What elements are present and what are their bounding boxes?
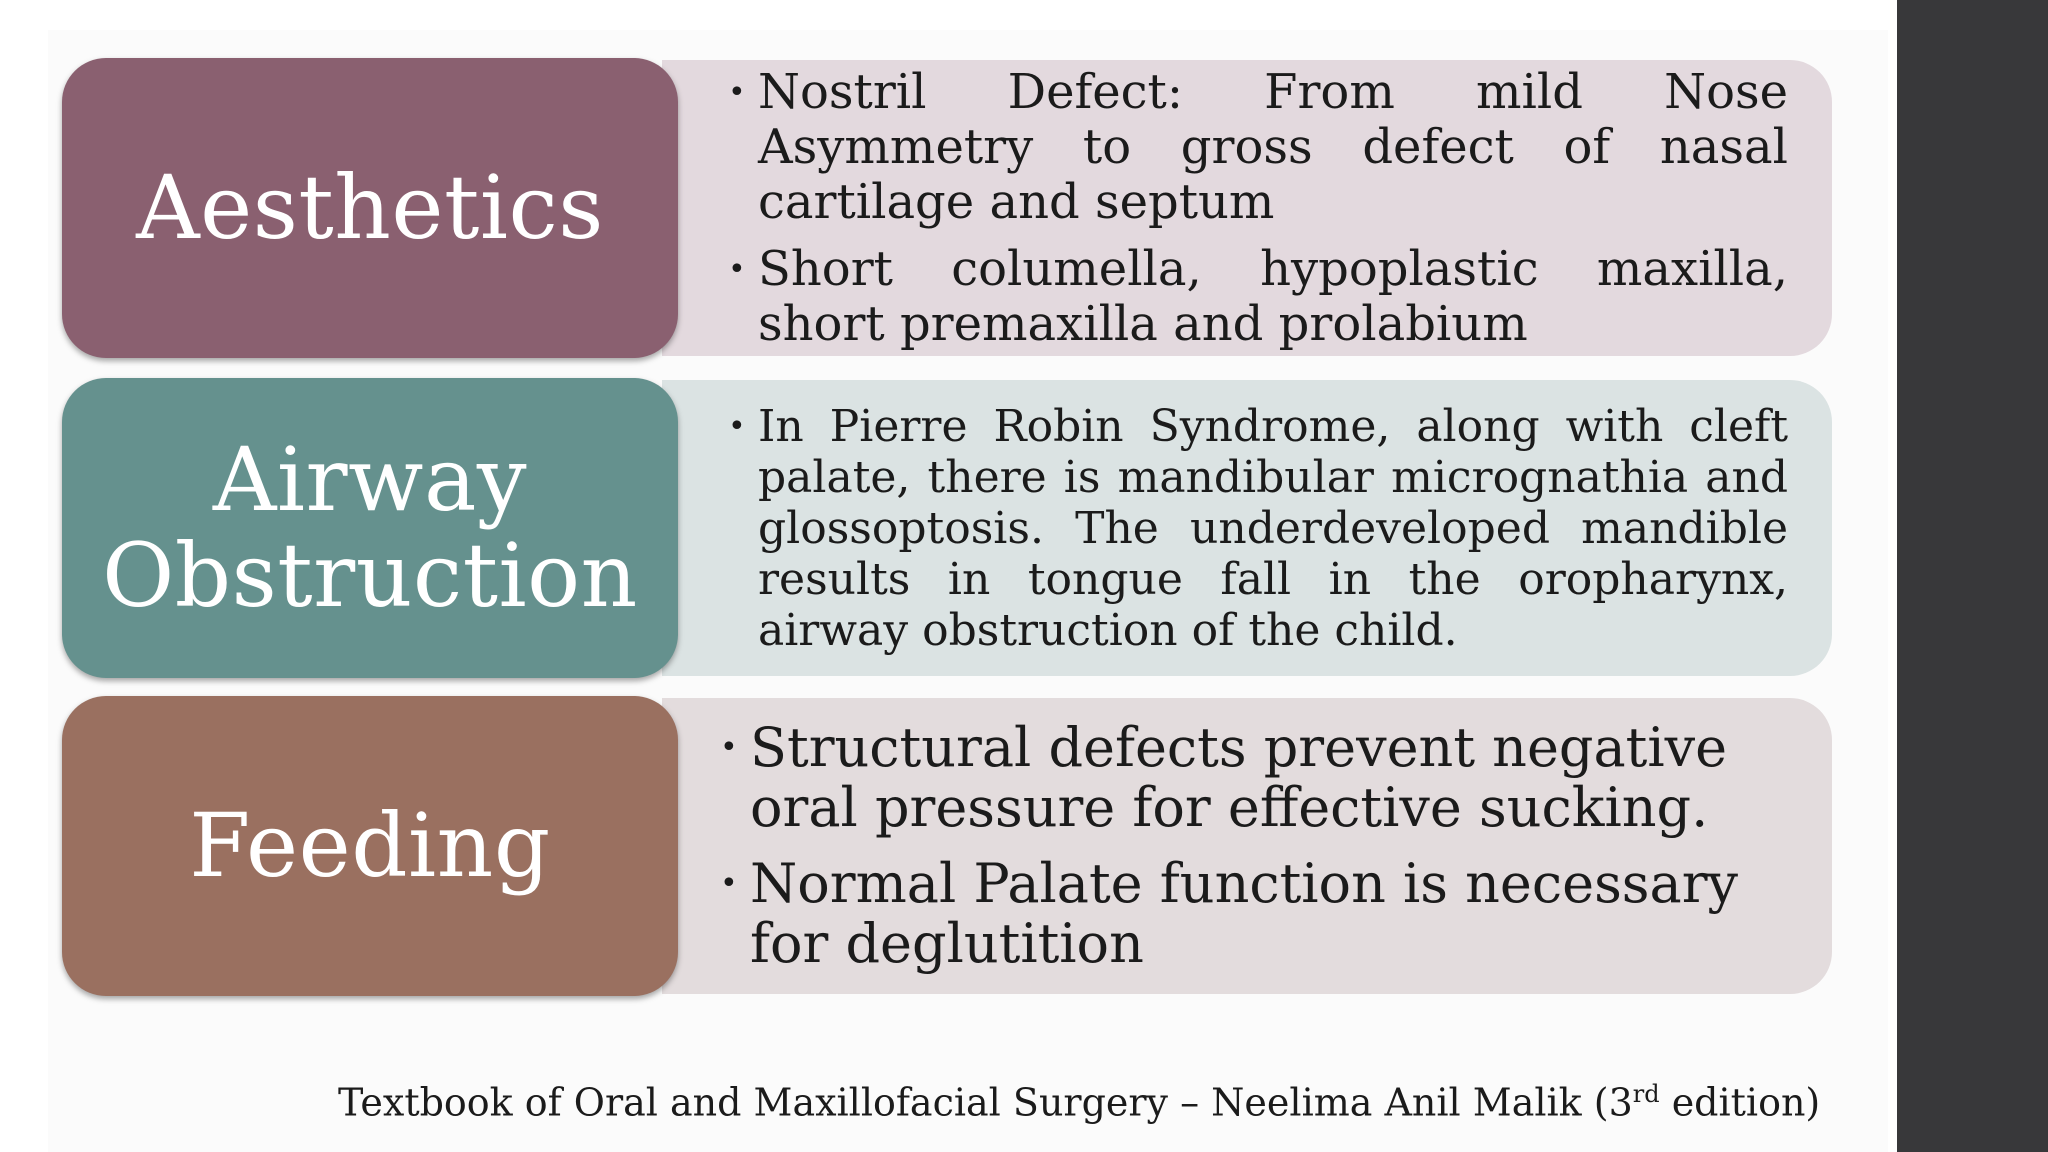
citation (338, 1080, 1820, 1125)
feeding-title: Feeding (189, 794, 551, 897)
bullet-item: • Normal Palate function is necessary for deglutition (750, 854, 1788, 974)
aesthetics-heading (62, 58, 678, 358)
airway-title-line1: Airway (212, 428, 528, 531)
citation-text: Textbook of Oral and Maxillofacial Surgery – Neelima Anil Malik (3 (338, 1080, 1633, 1125)
bullet-item: • Nostril Defect: From mild Nose Asymmetry to gross defect of nasal cartilage and septum (758, 65, 1788, 230)
airway-heading (62, 378, 678, 678)
airway-title-line2: Obstruction (102, 524, 638, 627)
bullet-item: • In Pierre Robin Syndrome, along with cleft palate, there is mandibular micrognathia and glossoptosis. The underdeveloped mandible results in tongue fall in the oropharynx, airway obstruction of the child. (758, 401, 1788, 656)
bullet-item: • Short columella, hypoplastic maxilla, short premaxilla and prolabium (758, 242, 1788, 352)
bullet-item: • Structural defects prevent negative oral pressure for effective sucking. (750, 718, 1788, 838)
aesthetics-content (662, 60, 1832, 356)
airway-content (662, 380, 1832, 676)
citation-superscript: rd (1632, 1080, 1660, 1108)
feeding-heading (62, 696, 678, 996)
aesthetics-title: Aesthetics (136, 156, 604, 259)
feeding-content (662, 698, 1832, 994)
right-side-bar (1897, 0, 2048, 1152)
citation-suffix: edition) (1659, 1080, 1821, 1125)
